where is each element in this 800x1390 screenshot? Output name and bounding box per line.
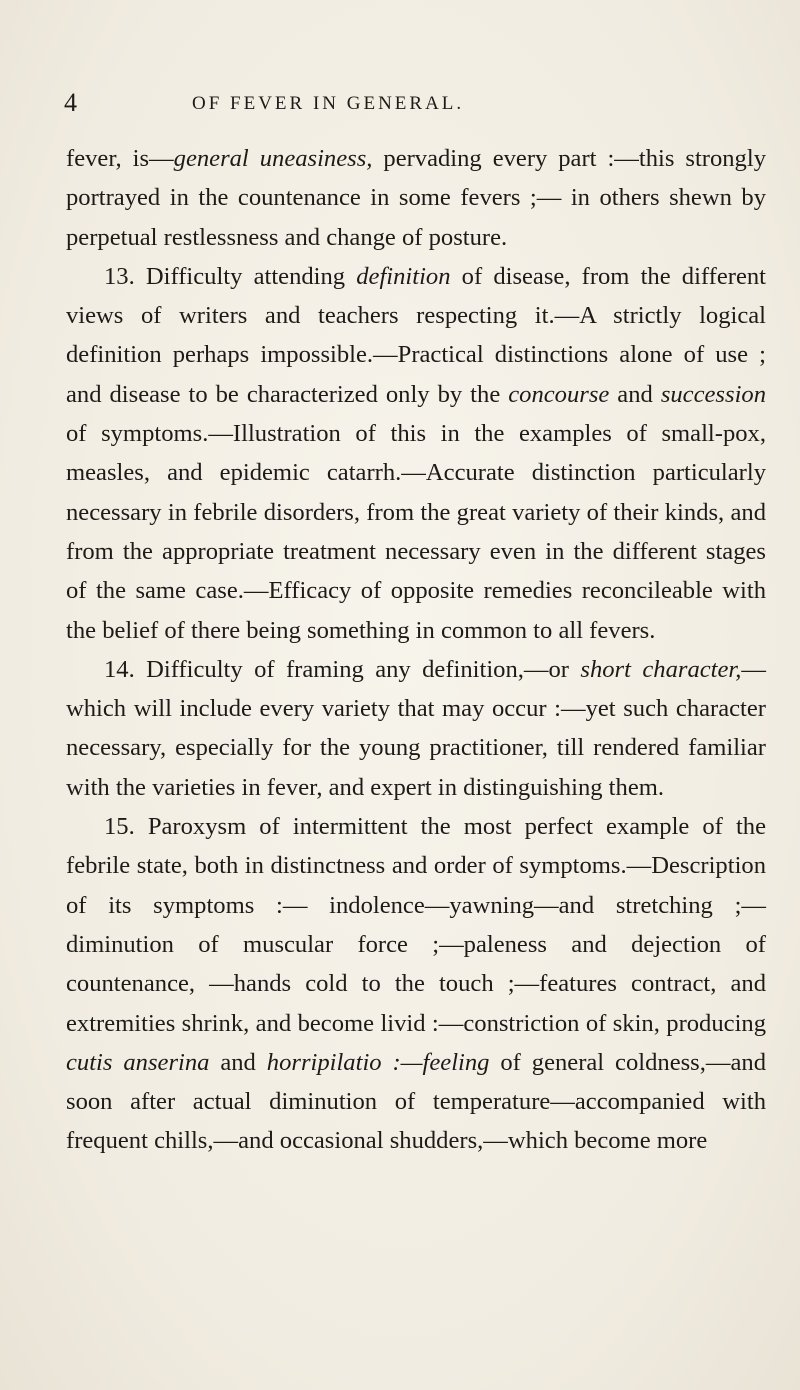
page-number: 4 <box>64 88 77 117</box>
text-run: 14. Difficulty of framing any definition,—or <box>104 655 581 683</box>
page-header <box>64 86 764 120</box>
paragraph-15 <box>66 807 766 1161</box>
text-run: of disease, from the different views of writers and teachers respecting it.—A strictly logical definition perhaps impossible.—Practical distinctions alone of use ; and disease to be characterized only by the <box>66 262 766 408</box>
text-run: fever, is— <box>66 145 174 172</box>
italic-text: general uneasiness, <box>173 145 373 172</box>
text-run: —which will include every variety that may occur :—yet such character necessary, especially for the young practitioner, till rendered familiar with the varieties in fever, and expert in distinguishing them. <box>66 655 766 801</box>
text-run: of symptoms.—Illustration of this in the examples of small-pox, measles, and epidemic catarrh.—Accurate distinction particularly necessary in febrile disorders, from the great variety of their kinds, and from the appropriate treatment necessary even in the different stages of the same case.—Efficacy of opposite remedies reconcileable with the belief of there being something in common to all fevers. <box>66 420 766 644</box>
paragraph-continued <box>66 139 766 257</box>
paragraph-14 <box>66 650 766 807</box>
text-run: and <box>209 1048 267 1076</box>
italic-text: horripilatio :—feeling <box>266 1048 490 1076</box>
running-head: OF FEVER IN GENERAL. <box>192 93 465 114</box>
body-text <box>66 139 766 1161</box>
italic-text: short character, <box>580 655 742 683</box>
text-run: 15. Paroxysm of intermittent the most perfect example of the febrile state, both in distinctness and order of symptoms.—Description of its symptoms :— indolence—yawning—and stretching ;—diminution of muscular force ;—paleness and dejection of countenance, —hands cold to the touch ;—features contract, and extremities shrink, and become livid :—constriction of skin, producing <box>66 813 766 1037</box>
paragraph-13 <box>66 257 766 650</box>
text-run: and <box>609 380 661 408</box>
italic-text: succession <box>660 380 766 408</box>
text-run: pervading every part :—this strongly portrayed in the countenance in some fevers ;— in others shewn by perpetual restlessness and change of posture. <box>66 145 766 251</box>
italic-text: cutis anserina <box>66 1048 210 1076</box>
text-run: of general coldness,—and soon after actual diminution of temperature—accompanied with frequent chills,—and occasional shudders,—which become more <box>66 1048 766 1155</box>
italic-text: concourse <box>508 380 610 408</box>
italic-text: definition <box>356 262 451 290</box>
text-run: 13. Difficulty attending <box>104 262 357 290</box>
